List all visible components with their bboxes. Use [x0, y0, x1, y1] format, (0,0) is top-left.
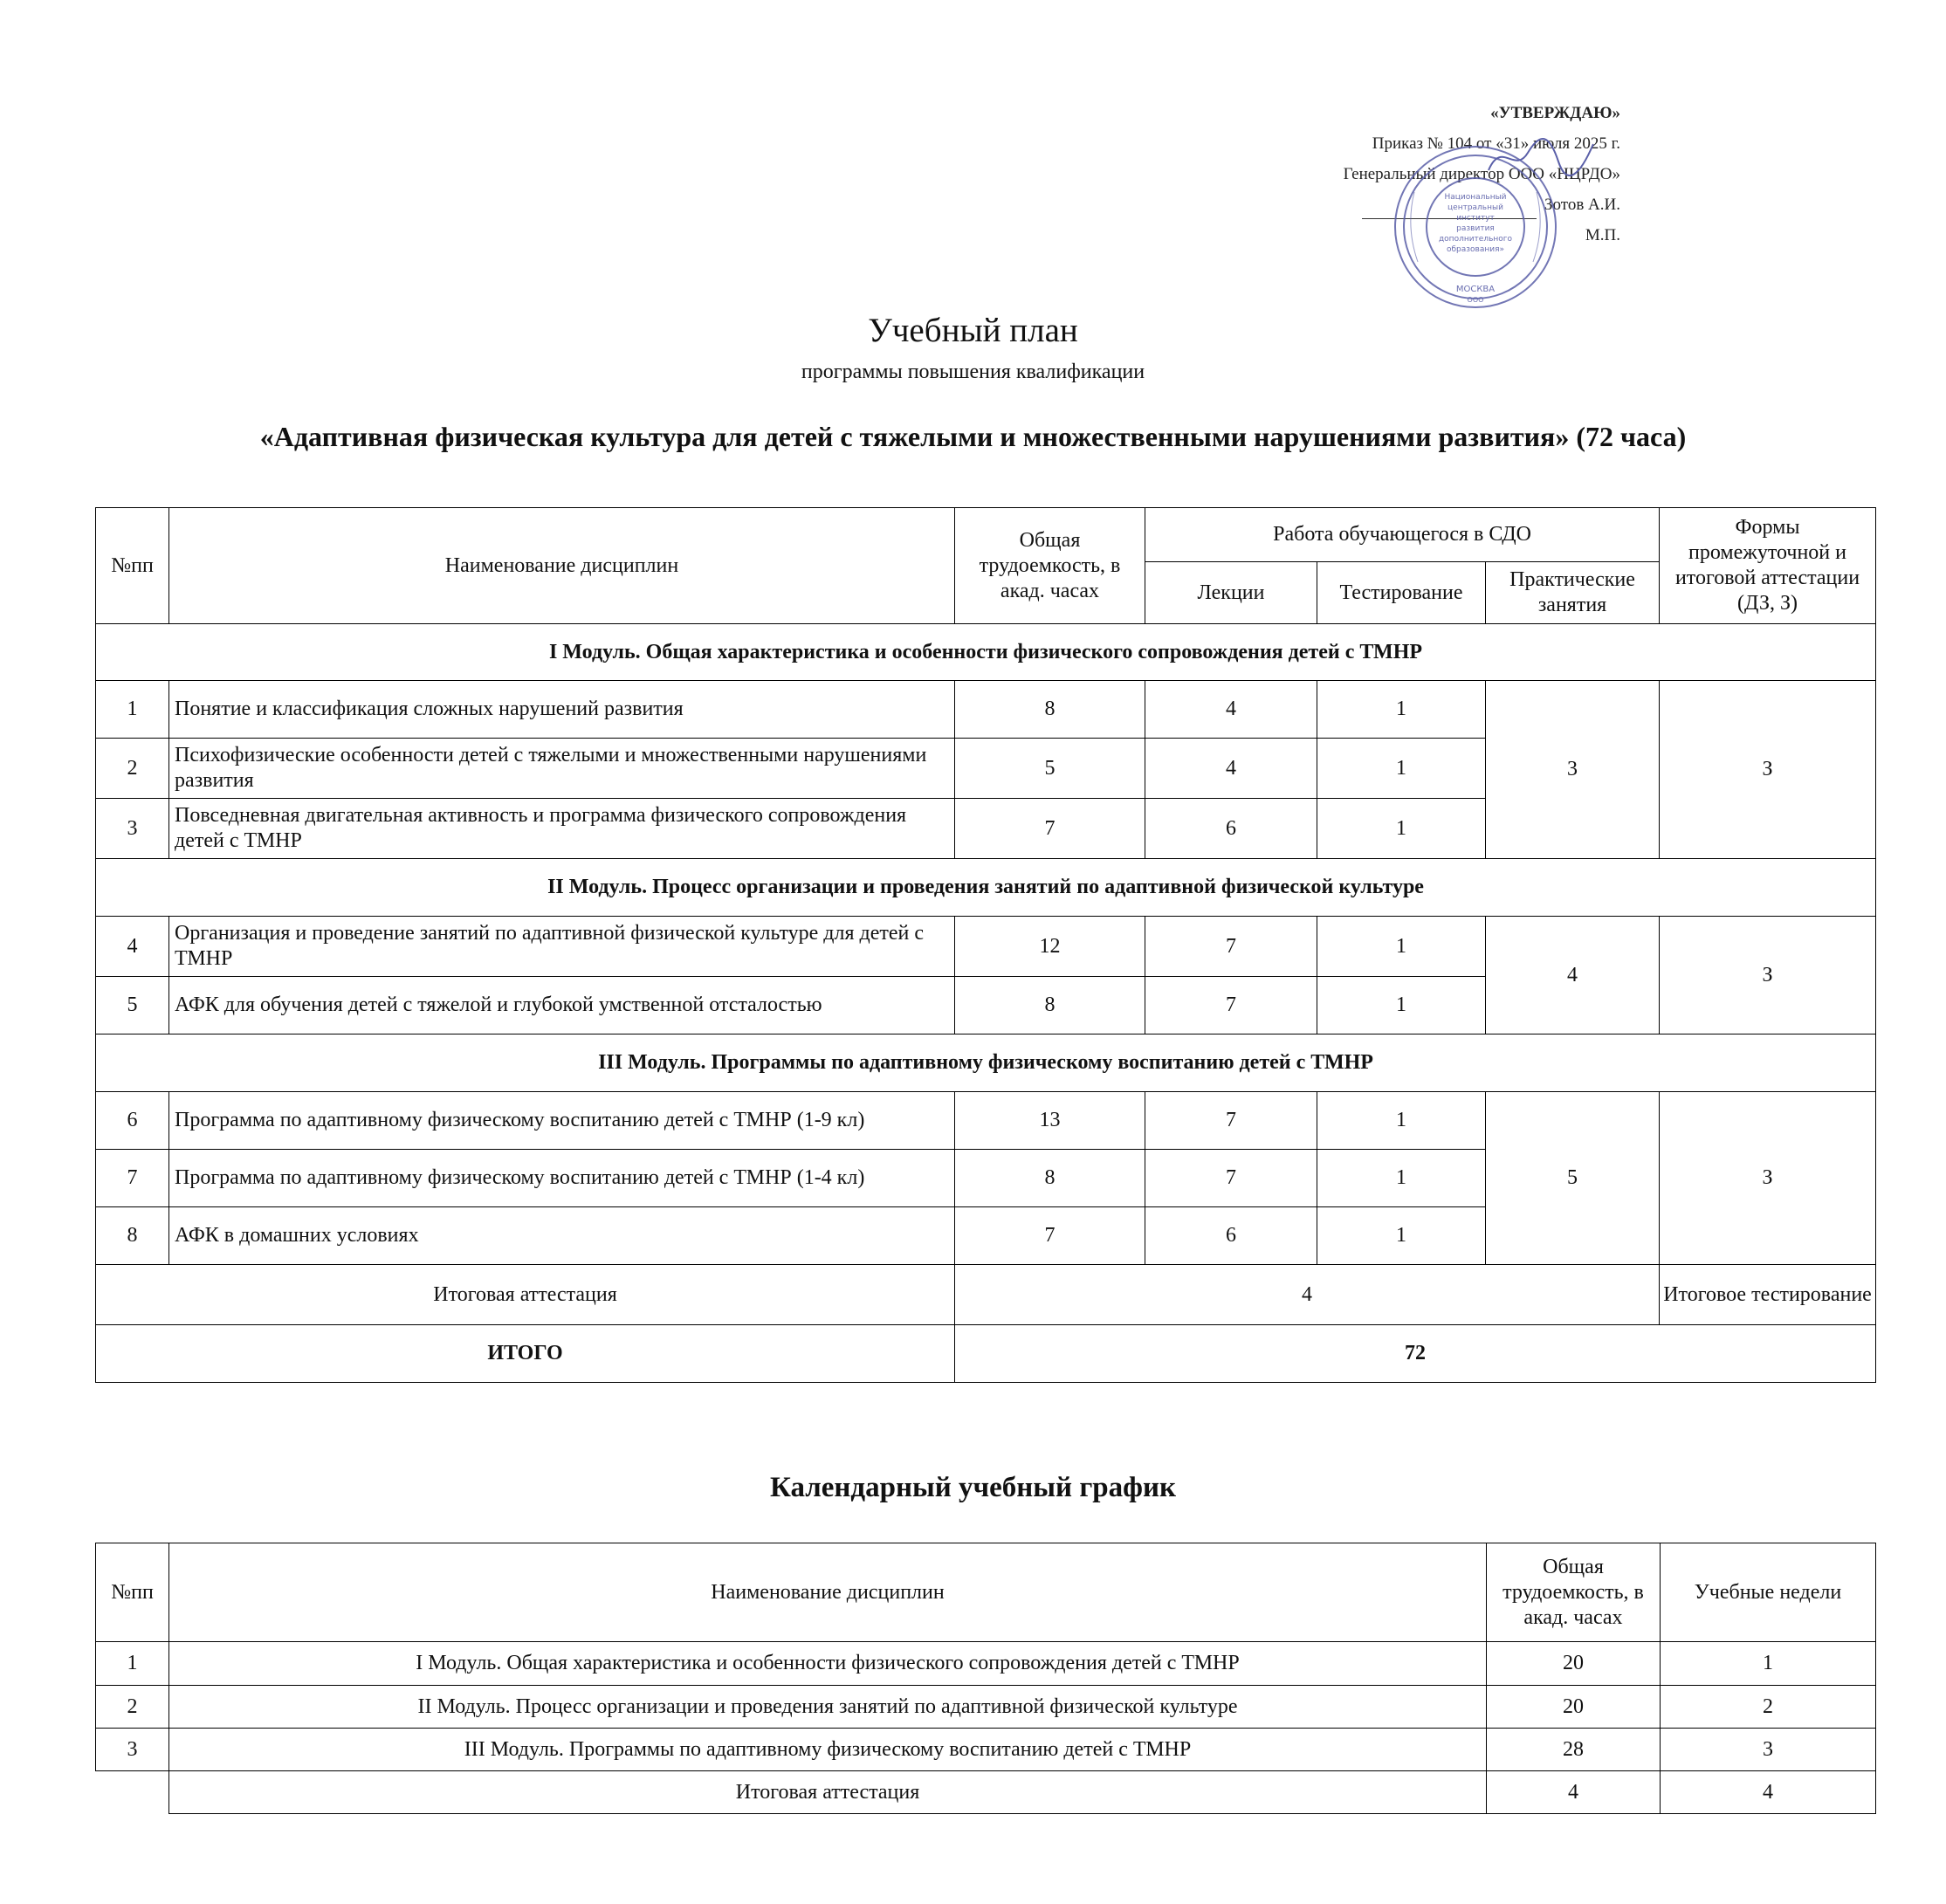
- row-lectures: 4: [1145, 739, 1317, 799]
- row-name: Программа по адаптивному физическому воспитанию детей с ТМНР (1-9 кл): [169, 1092, 955, 1150]
- row-lectures: 7: [1145, 917, 1317, 977]
- final-label: Итоговая аттестация: [96, 1265, 955, 1325]
- row-name: Программа по адаптивному физическому воспитанию детей с ТМНР (1-4 кл): [169, 1150, 955, 1207]
- row-lectures: 7: [1145, 977, 1317, 1034]
- table-row: [96, 1729, 1876, 1771]
- cal-row-name: III Модуль. Программы по адаптивному физическому воспитанию детей с ТМНР: [169, 1729, 1487, 1771]
- calendar-title: Календарный учебный график: [769, 1472, 1177, 1503]
- table-row: [96, 1092, 1876, 1150]
- final-hours: 4: [955, 1265, 1660, 1325]
- total-hours: 72: [955, 1325, 1876, 1383]
- cal-row-hours: 28: [1487, 1729, 1661, 1771]
- header-name: Наименование дисциплин: [169, 508, 955, 624]
- row-testing: 1: [1317, 1150, 1486, 1207]
- row-total: 8: [955, 681, 1145, 739]
- cal-row-num: 3: [96, 1729, 169, 1771]
- total-label: ИТОГО: [96, 1325, 955, 1383]
- row-num: 2: [96, 739, 169, 799]
- row-num: 8: [96, 1207, 169, 1265]
- table-row: [96, 1686, 1876, 1729]
- module-form: З: [1660, 917, 1876, 1034]
- row-total: 8: [955, 977, 1145, 1034]
- approval-signer: Зотов А.И.: [1544, 196, 1620, 214]
- row-testing: 1: [1317, 739, 1486, 799]
- row-testing: 1: [1317, 681, 1486, 739]
- cal-header-name: Наименование дисциплин: [169, 1543, 1487, 1642]
- cal-final-hours: 4: [1487, 1771, 1661, 1814]
- total-row: [96, 1325, 1876, 1383]
- header-work: Работа обучающегося в СДО: [1145, 508, 1660, 562]
- row-lectures: 4: [1145, 681, 1317, 739]
- plan-subtitle: программы повышения квалификации: [801, 361, 1145, 383]
- approval-order: Приказ № 104 от «31» июля 2025 г.: [1372, 134, 1620, 153]
- row-name: Психофизические особенности детей с тяжелыми и множественными нарушениями развития: [169, 739, 955, 799]
- row-lectures: 7: [1145, 1150, 1317, 1207]
- row-total: 12: [955, 917, 1145, 977]
- table-row: [96, 1771, 1876, 1814]
- module-title: I Модуль. Общая характеристика и особенности физического сопровождения детей с ТМНР: [96, 624, 1876, 681]
- cal-row-week: 3: [1661, 1729, 1876, 1771]
- cal-header-weeks: Учебные недели: [1661, 1543, 1876, 1642]
- calendar-table: [95, 1543, 1876, 1814]
- cal-row-hours: 20: [1487, 1642, 1661, 1686]
- cal-header-num: №пп: [96, 1543, 169, 1642]
- row-lectures: 7: [1145, 1092, 1317, 1150]
- approval-title: «УТВЕРЖДАЮ»: [1490, 104, 1620, 122]
- header-total: Общая трудоемкость, в акад. часах: [955, 508, 1145, 624]
- module-form: З: [1660, 681, 1876, 859]
- stamp-line-1: Национальный: [1444, 193, 1507, 202]
- row-lectures: 6: [1145, 1207, 1317, 1265]
- header-forms: Формы промежуточной и итоговой аттестации (ДЗ, З): [1660, 508, 1876, 624]
- row-name: АФК в домашних условиях: [169, 1207, 955, 1265]
- row-num: 5: [96, 977, 169, 1034]
- study-plan-table: [95, 507, 1876, 1383]
- table-row: [96, 681, 1876, 739]
- cal-row-week: 2: [1661, 1686, 1876, 1729]
- signature: [1484, 131, 1598, 183]
- cal-final-name: Итоговая аттестация: [169, 1771, 1487, 1814]
- module-practice: 3: [1486, 681, 1660, 859]
- row-testing: 1: [1317, 1092, 1486, 1150]
- cal-row-week: 1: [1661, 1642, 1876, 1686]
- module-practice: 4: [1486, 917, 1660, 1034]
- row-testing: 1: [1317, 977, 1486, 1034]
- module-title: II Модуль. Процесс организации и проведения занятий по адаптивной физической культуре: [96, 859, 1876, 917]
- stamp-org: ООО: [1467, 296, 1484, 304]
- cal-row-num: 2: [96, 1686, 169, 1729]
- row-name: Повседневная двигательная активность и программа физического сопровождения детей с ТМНР: [169, 799, 955, 859]
- cal-row-num: 1: [96, 1642, 169, 1686]
- row-total: 8: [955, 1150, 1145, 1207]
- cal-final-week: 4: [1661, 1771, 1876, 1814]
- header-num: №пп: [96, 508, 169, 624]
- stamp-city: МОСКВА: [1455, 285, 1496, 294]
- row-total: 13: [955, 1092, 1145, 1150]
- cal-row-name: II Модуль. Процесс организации и проведения занятий по адаптивной физической культуре: [169, 1686, 1487, 1729]
- plan-title: Учебный план: [868, 312, 1078, 349]
- stamp-line-5: дополнительного: [1438, 235, 1513, 244]
- module-title: III Модуль. Программы по адаптивному физическому воспитанию детей с ТМНР: [96, 1034, 1876, 1092]
- row-testing: 1: [1317, 799, 1486, 859]
- row-name: АФК для обучения детей с тяжелой и глубокой умственной отсталостью: [169, 977, 955, 1034]
- row-name: Понятие и классификация сложных нарушений развития: [169, 681, 955, 739]
- header-lectures: Лекции: [1145, 562, 1317, 624]
- cal-header-total: Общая трудоемкость, в акад. часах: [1487, 1543, 1661, 1642]
- row-name: Организация и проведение занятий по адаптивной физической культуре для детей с ТМНР: [169, 917, 955, 977]
- cal-row-hours: 20: [1487, 1686, 1661, 1729]
- cal-row-num-empty: [96, 1771, 169, 1814]
- row-lectures: 6: [1145, 799, 1317, 859]
- row-num: 3: [96, 799, 169, 859]
- program-title: «Адаптивная физическая культура для детей с тяжелыми и множественными нарушениями развития» (72 часа): [259, 421, 1687, 452]
- row-total: 5: [955, 739, 1145, 799]
- stamp-line-2: центральный: [1447, 203, 1503, 212]
- row-total: 7: [955, 1207, 1145, 1265]
- final-form: Итоговое тестирование: [1660, 1265, 1876, 1325]
- cal-row-name: I Модуль. Общая характеристика и особенности физического сопровождения детей с ТМНР: [169, 1642, 1487, 1686]
- row-num: 7: [96, 1150, 169, 1207]
- row-testing: 1: [1317, 1207, 1486, 1265]
- header-testing: Тестирование: [1317, 562, 1486, 624]
- stamp-line-3: институт: [1456, 214, 1495, 223]
- row-num: 1: [96, 681, 169, 739]
- row-testing: 1: [1317, 917, 1486, 977]
- approval-seal-mark: М.П.: [1585, 226, 1620, 244]
- module-form: З: [1660, 1092, 1876, 1265]
- approval-position: Генеральный директор ООО «НЦРДО»: [1343, 165, 1620, 183]
- row-num: 6: [96, 1092, 169, 1150]
- row-num: 4: [96, 917, 169, 977]
- table-row: [96, 917, 1876, 977]
- row-total: 7: [955, 799, 1145, 859]
- stamp-line-6: образования»: [1446, 245, 1505, 254]
- header-practice: Практические занятия: [1486, 562, 1660, 624]
- final-row: [96, 1265, 1876, 1325]
- table-row: [96, 1642, 1876, 1686]
- stamp-line-4: развития: [1456, 224, 1495, 233]
- module-practice: 5: [1486, 1092, 1660, 1265]
